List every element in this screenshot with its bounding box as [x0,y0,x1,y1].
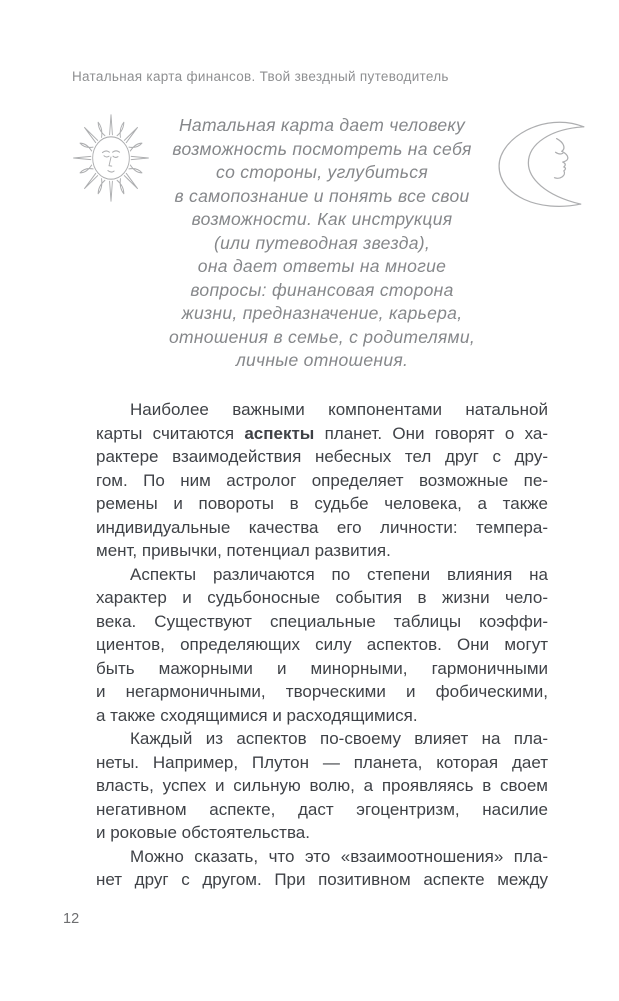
epigraph-line: она дает ответы на многие [197,256,447,276]
body-line: а также сходящимися и расходящимися. [96,705,418,725]
body-line: Наиболее важными компонентами натальной [130,400,548,419]
body-paragraph [96,727,548,845]
epigraph-line: возможность посмотреть на себя [172,138,472,159]
body-line: Каждый из аспектов по-своему влияет на пла- [130,729,548,748]
body-line: нет друг с другом. При позитивном аспекте между [96,870,548,889]
body-line: карты считаются аспекты планет. Они говорят о ха- [96,423,549,443]
body-line: и роковые обстоятельства. [96,823,310,842]
running-head: Натальная карта финансов. Твой звездный путеводитель [72,69,449,84]
page-number: 12 [63,911,80,927]
body-line: ремены и повороты в судьбе человека, а также [96,494,548,513]
body-line: циентов, определяющих силу аспектов. Они могут [96,635,548,654]
body-line: Аспекты различаются по степени влияния на [130,564,548,584]
body-line: мент, привычки, потенциал развития. [96,541,391,560]
epigraph-line: со стороны, углубиться [216,162,428,182]
body-line: неты. Например, Плутон — планета, которая дает [96,752,548,772]
body-line: негативном аспекте, даст эгоцентризм, насилие [96,799,548,819]
body-line: рактере взаимодействия небесных тел друг с дру- [96,447,548,466]
body-paragraph [96,563,548,728]
body-line: характер и судьбоносные события в жизни чело- [96,588,548,607]
epigraph-line: личные отношения. [235,350,409,370]
epigraph-line: (или путеводная звезда), [213,232,431,253]
epigraph-line: в самопознание и понять все свои [174,185,470,206]
epigraph [112,114,532,373]
body-line: и негармоничными, творческими и фобическими, [96,682,548,701]
body-line: Можно сказать, что это «взаимоотношения» пла- [130,846,548,866]
body-line: власть, успех и сильную волю, а проявляясь в своем [96,776,548,795]
epigraph-line: возможности. Как инструкция [191,209,453,229]
body-text [96,398,548,892]
body-line: гом. По ним астролог определяет возможные пе- [96,470,548,490]
body-paragraph [96,398,548,563]
epigraph-line: Натальная карта дает человеку [178,115,466,135]
body-paragraph [96,845,548,892]
body-line: быть мажорными и минорными, гармоничными [96,658,548,678]
epigraph-line: вопросы: финансовая сторона [190,279,454,300]
epigraph-line: отношения в семье, с родителями, [168,326,476,347]
epigraph-line: жизни, предназначение, карьера, [181,303,463,323]
body-line: века. Существуют специальные таблицы коэффи- [96,611,548,631]
body-line: индивидуальные качества его личности: темпера- [96,517,548,537]
